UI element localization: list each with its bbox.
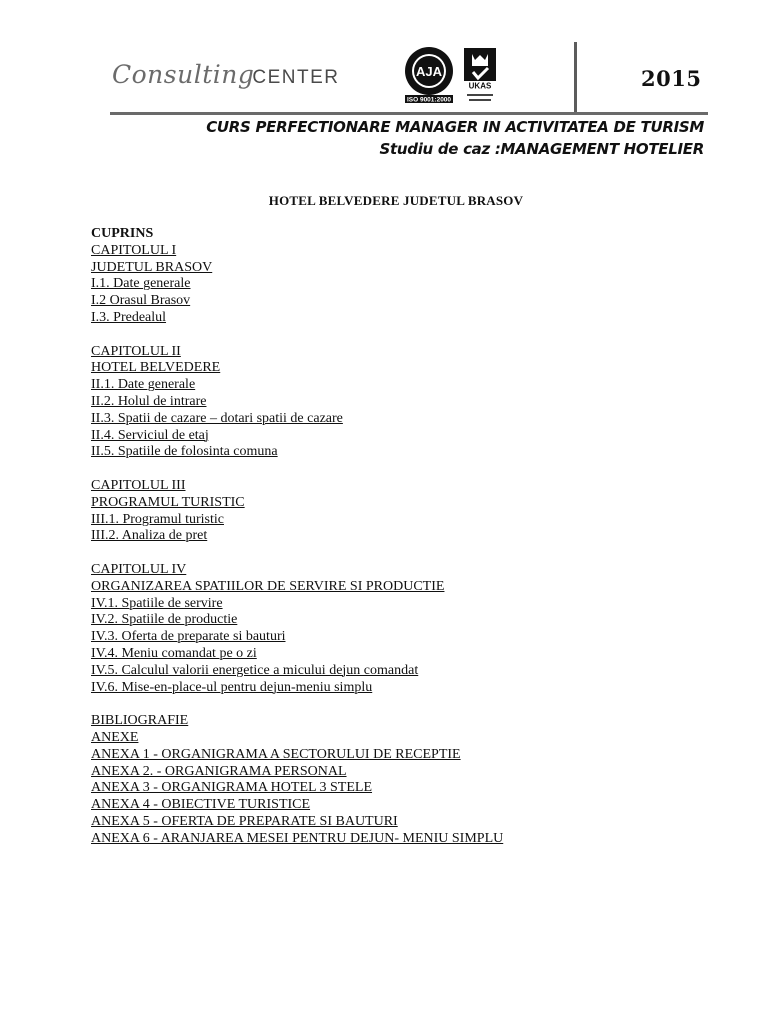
table-of-contents (91, 226, 731, 864)
toc-heading: CUPRINS (91, 226, 154, 241)
course-title: CURS PERFECTIONARE MANAGER IN ACTIVITATEA DE TURISM (206, 118, 704, 136)
toc-link[interactable]: I.3. Predealul (91, 309, 167, 325)
toc-link[interactable]: ANEXA 6 - ARANJAREA MESEI PENTRU DEJUN- MENIU SIMPLU (91, 830, 504, 846)
toc-link[interactable]: II.5. Spatiile de folosinta comuna (91, 444, 278, 460)
document-title: HOTEL BELVEDERE JUDETUL BRASOV (268, 193, 524, 208)
page-header (0, 0, 768, 120)
toc-link[interactable]: ANEXE (91, 729, 139, 745)
toc-link[interactable]: II.4. Serviciul de etaj (91, 427, 209, 443)
toc-link[interactable]: IV.5. Calculul valorii energetice a micului dejun comandat (91, 662, 419, 678)
toc-link[interactable]: I.2 Orasul Brasov (91, 293, 191, 309)
toc-link[interactable]: ANEXA 2. - ORGANIGRAMA PERSONAL (91, 763, 347, 779)
toc-link[interactable]: CAPITOLUL I (91, 242, 177, 258)
aja-logo-text: AJA (415, 64, 443, 79)
header-horizontal-rule (110, 112, 708, 115)
toc-link[interactable]: ANEXA 3 - ORGANIGRAMA HOTEL 3 STELE (91, 780, 373, 796)
consulting-center-logo (112, 62, 339, 87)
toc-annexes (91, 713, 731, 847)
aja-iso-text: ISO 9001:2000 (406, 96, 452, 104)
toc-link[interactable]: ANEXA 1 - ORGANIGRAMA A SECTORULUI DE RECEPTIE (91, 746, 461, 762)
toc-link[interactable]: IV.4. Meniu comandat pe o zi (91, 645, 257, 661)
toc-link[interactable]: CAPITOLUL III (91, 477, 186, 493)
toc-chapter-3 (91, 478, 731, 545)
brand-caps-text: CENTER (252, 67, 340, 88)
toc-chapter-2 (91, 344, 731, 462)
header-year: 2015 (641, 66, 702, 91)
toc-link[interactable]: BIBLIOGRAFIE (91, 713, 189, 729)
toc-link[interactable]: II.3. Spatii de cazare – dotari spatii de cazare (91, 410, 343, 426)
toc-link[interactable]: II.2. Holul de intrare (91, 393, 207, 409)
toc-link[interactable]: IV.6. Mise-en-place-ul pentru dejun-meniu simplu (91, 679, 373, 695)
course-subtitle: Studiu de caz :MANAGEMENT HOTELIER (379, 140, 704, 158)
header-vertical-divider (574, 42, 577, 114)
toc-link[interactable]: ORGANIZAREA SPATIILOR DE SERVIRE SI PRODUCTIE (91, 578, 445, 594)
toc-link[interactable]: CAPITOLUL II (91, 343, 181, 359)
toc-link[interactable]: PROGRAMUL TURISTIC (91, 494, 245, 510)
toc-chapter-4 (91, 562, 731, 696)
toc-link[interactable]: IV.1. Spatiile de servire (91, 595, 223, 611)
aja-certification-logo (402, 46, 456, 106)
toc-link[interactable]: I.1. Date generale (91, 276, 191, 292)
toc-link[interactable]: JUDETUL BRASOV (91, 259, 213, 275)
brand-script-text: Consulting (112, 60, 255, 89)
ukas-logo-text: UKAS (468, 81, 492, 91)
toc-link[interactable]: HOTEL BELVEDERE (91, 360, 221, 376)
toc-link[interactable]: III.1. Programul turistic (91, 511, 224, 527)
toc-link[interactable]: III.2. Analiza de pret (91, 528, 208, 544)
toc-link[interactable]: II.1. Date generale (91, 377, 196, 393)
toc-link[interactable]: IV.2. Spatiile de productie (91, 612, 238, 628)
toc-link[interactable]: ANEXA 5 - OFERTA DE PREPARATE SI BAUTURI (91, 813, 398, 829)
toc-chapter-1 (91, 243, 731, 327)
toc-link[interactable]: ANEXA 4 - OBIECTIVE TURISTICE (91, 797, 311, 813)
toc-link[interactable]: CAPITOLUL IV (91, 561, 187, 577)
toc-link[interactable]: IV.3. Oferta de preparate si bauturi (91, 629, 286, 645)
ukas-quality-logo (462, 48, 498, 108)
